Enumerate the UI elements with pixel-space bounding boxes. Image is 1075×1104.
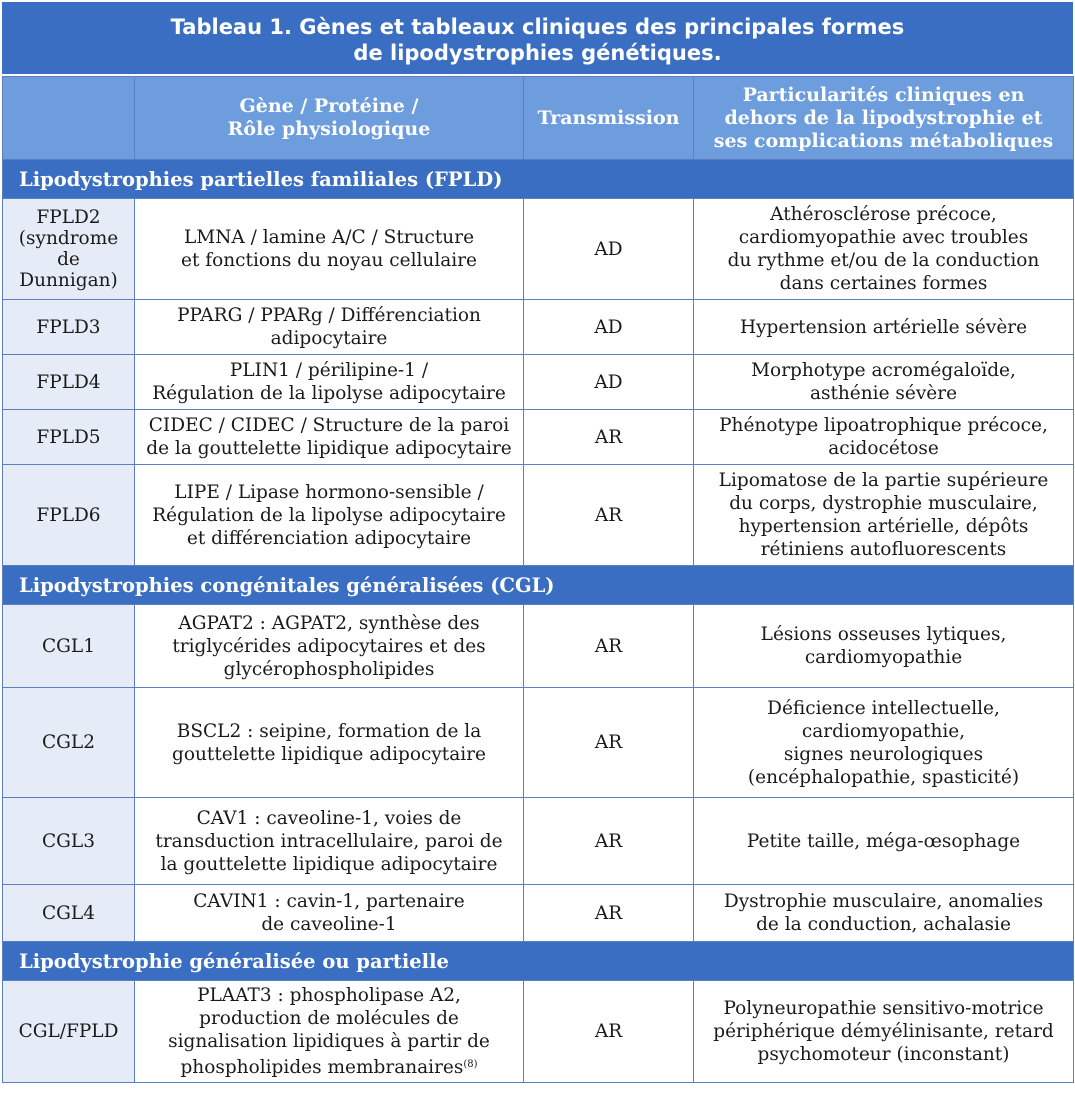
clinical-cell: Polyneuropathie sensitivo-motrice périphérique démyélinisante, retard psychomoteur (inconstant): [694, 981, 1074, 1083]
transmission-cell: AR: [524, 885, 694, 942]
section-row: [3, 160, 1074, 199]
section-row: [3, 942, 1074, 981]
clinical-cell: Lipomatose de la partie supérieure du corps, dystrophie musculaire, hypertension artérielle, dépôts rétiniens autofluorescents: [694, 465, 1074, 566]
table-title: Tableau 1. Gènes et tableaux cliniques des principales formes de lipodystrophies génétiques.: [2, 2, 1073, 76]
section-title: Lipodystrophies congénitales généralisées (CGL): [3, 566, 1074, 605]
table-row: [3, 798, 1074, 885]
clinical-cell: Hypertension artérielle sévère: [694, 300, 1074, 355]
gene-cell: CIDEC / CIDEC / Structure de la paroi de la gouttelette lipidique adipocytaire: [135, 410, 524, 465]
transmission-cell: AD: [524, 300, 694, 355]
gene-cell: [135, 981, 524, 1083]
form-cell: FPLD4: [3, 355, 135, 410]
section-row: [3, 566, 1074, 605]
transmission-cell: AR: [524, 410, 694, 465]
transmission-cell: AR: [524, 605, 694, 688]
header-clinical: Particularités cliniques en dehors de la lipodystrophie et ses complications métaboliques: [694, 77, 1074, 160]
transmission-cell: AD: [524, 355, 694, 410]
gene-cell: CAVIN1 : cavin-1, partenaire de caveoline-1: [135, 885, 524, 942]
transmission-cell: AR: [524, 688, 694, 798]
header-transmission: Transmission: [524, 77, 694, 160]
form-cell: FPLD2 (syndrome de Dunnigan): [3, 199, 135, 300]
section-title: Lipodystrophie généralisée ou partielle: [3, 942, 1074, 981]
table-row: [3, 605, 1074, 688]
form-cell: CGL/FPLD: [3, 981, 135, 1083]
form-cell: FPLD3: [3, 300, 135, 355]
form-cell: CGL2: [3, 688, 135, 798]
table-row: [3, 688, 1074, 798]
genes-table: [2, 76, 1074, 1083]
gene-text: PLAAT3 : phospholipase A2, production de molécules de signalisation lipidiques à partir de phospholipides membranaires: [168, 985, 490, 1078]
table-row: [3, 410, 1074, 465]
gene-cell: CAV1 : caveoline-1, voies de transduction intracellulaire, paroi de la gouttelette lipidique adipocytaire: [135, 798, 524, 885]
table-row: [3, 199, 1074, 300]
gene-cell: PPARG / PPARg / Différenciation adipocytaire: [135, 300, 524, 355]
transmission-cell: AR: [524, 465, 694, 566]
clinical-cell: Athérosclérose précoce, cardiomyopathie avec troubles du rythme et/ou de la conduction dans certaines formes: [694, 199, 1074, 300]
gene-cell: LMNA / lamine A/C / Structure et fonctions du noyau cellulaire: [135, 199, 524, 300]
table-row: [3, 981, 1074, 1083]
section-title: Lipodystrophies partielles familiales (FPLD): [3, 160, 1074, 199]
header-form: [3, 77, 135, 160]
form-cell: CGL4: [3, 885, 135, 942]
clinical-cell: Lésions osseuses lytiques, cardiomyopathie: [694, 605, 1074, 688]
gene-cell: BSCL2 : seipine, formation de la gouttelette lipidique adipocytaire: [135, 688, 524, 798]
gene-cell: AGPAT2 : AGPAT2, synthèse des triglycérides adipocytaires et des glycérophospholipides: [135, 605, 524, 688]
form-cell: FPLD5: [3, 410, 135, 465]
form-cell: CGL1: [3, 605, 135, 688]
transmission-cell: AR: [524, 798, 694, 885]
header-gene: Gène / Protéine / Rôle physiologique: [135, 77, 524, 160]
form-cell: CGL3: [3, 798, 135, 885]
table-row: [3, 885, 1074, 942]
table-row: [3, 300, 1074, 355]
clinical-cell: Petite taille, méga-œsophage: [694, 798, 1074, 885]
form-cell: FPLD6: [3, 465, 135, 566]
gene-cell: LIPE / Lipase hormono-sensible / Régulation de la lipolyse adipocytaire et différenciation adipocytaire: [135, 465, 524, 566]
table-container: [2, 2, 1073, 1083]
transmission-cell: AD: [524, 199, 694, 300]
transmission-cell: AR: [524, 981, 694, 1083]
table-row: [3, 355, 1074, 410]
clinical-cell: Morphotype acromégaloïde, asthénie sévère: [694, 355, 1074, 410]
clinical-cell: Déficience intellectuelle, cardiomyopathie, signes neurologiques (encéphalopathie, spasticité): [694, 688, 1074, 798]
gene-cell: PLIN1 / périlipine-1 / Régulation de la lipolyse adipocytaire: [135, 355, 524, 410]
header-row: [3, 77, 1074, 160]
clinical-cell: Dystrophie musculaire, anomalies de la conduction, achalasie: [694, 885, 1074, 942]
table-row: [3, 465, 1074, 566]
reference-superscript: (8): [463, 1059, 478, 1070]
clinical-cell: Phénotype lipoatrophique précoce, acidocétose: [694, 410, 1074, 465]
